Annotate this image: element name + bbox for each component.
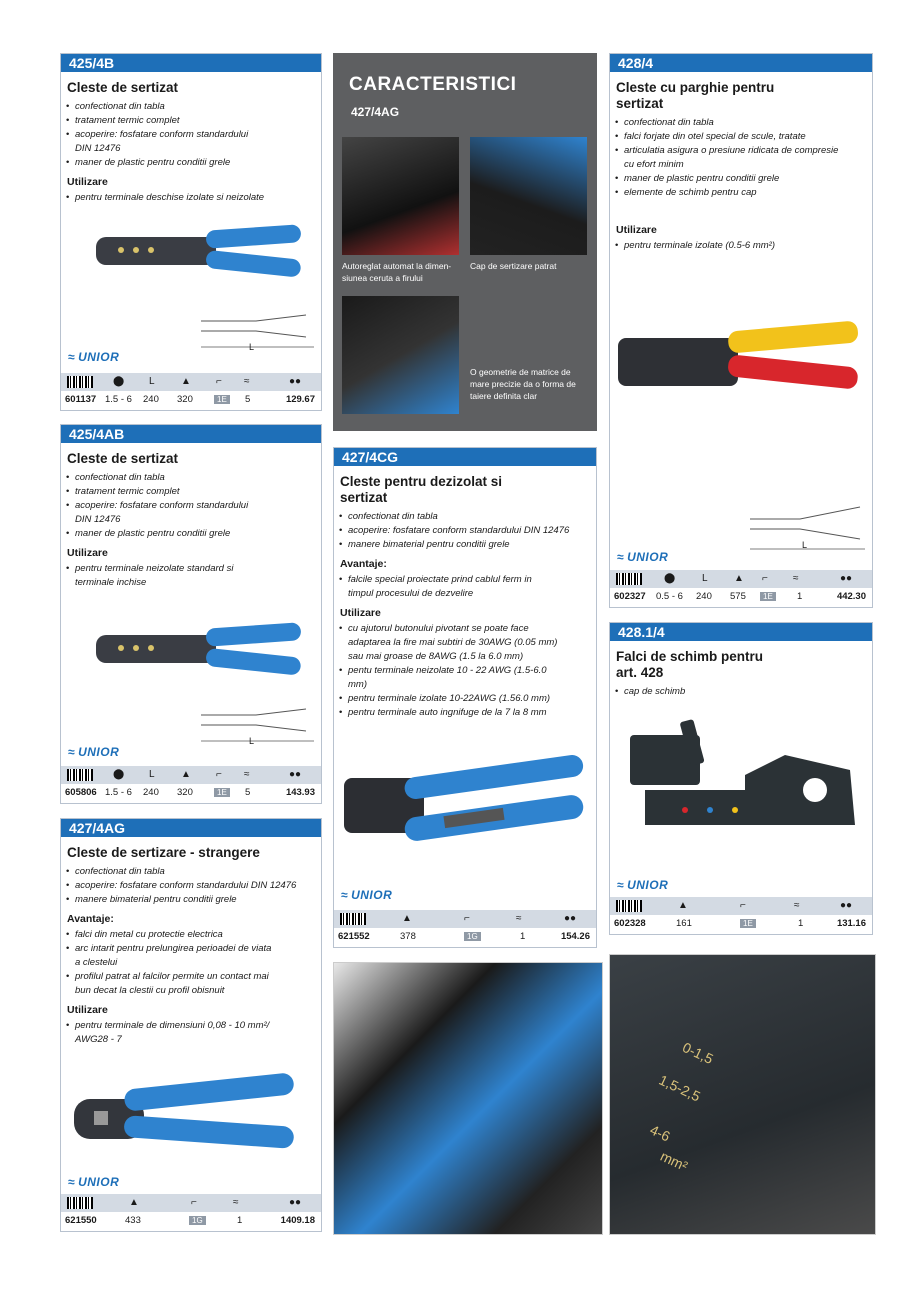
length-value: 240 [143,787,159,798]
usage-heading: Utilizare [67,176,108,188]
qty-value: 1 [797,591,803,602]
product-code-header: 425/4B [61,54,321,72]
diameter-icon: ⬤ [113,769,125,780]
product-code-header: 428/4 [610,54,872,72]
spec-table [61,766,321,803]
article-code: 621550 [65,1215,97,1226]
article-code: 601137 [65,394,97,405]
spec-icons-row [610,570,872,588]
package-icon: ⌐ [191,1197,197,1208]
feature-item: • acoperire: fosfatare conform standardului DIN 12476 [348,524,590,538]
unior-mark-icon: ≈ [341,888,349,902]
feature-item: • maner de plastic pentru conditii grele [75,156,315,170]
spec-values-row [334,928,596,947]
crimper-tool-image [96,620,306,690]
feature-list [61,471,321,541]
dimension-label: L [249,342,255,352]
spec-icons-row [61,766,321,784]
spec-icons-row [610,897,872,915]
weight-value: 320 [177,787,193,798]
unior-mark-icon: ≈ [68,745,76,759]
unior-mark-icon: ≈ [617,878,625,892]
product-title: Cleste pentru dezizolat si sertizat [340,474,503,505]
ratchet-crimper-image [69,1071,299,1166]
feature-item: • acoperire: fosfatare conform standardului DIN 12476 [75,499,250,527]
unior-mark-icon: ≈ [68,1175,76,1189]
barcode-icon [67,1197,93,1209]
brand-logo: ≈ UNIOR [617,550,669,564]
feature-item: • articulatia asigura o presiune ridicata de compresie cu efort minim [624,144,839,172]
product-card-428-4 [609,53,873,608]
brand-logo: ≈ UNIOR [68,350,120,364]
advantage-item: • falci din metal cu protectie electrica [75,928,275,942]
spec-values-row [610,588,872,607]
product-title: Falci de schimb pentru art. 428 [616,649,764,680]
advantage-item: • arc intarit pentru prelungirea perioadei de viata a clestelui [75,942,275,970]
feature-item: • acoperire: fosfatare conform standardului DIN 12476 [75,128,250,156]
product-card-427-4ag [60,818,322,1232]
usage-item: • pentru terminale auto ingnifuge de la 7 la 8 mm [348,706,563,720]
product-card-425-4b [60,53,322,411]
quantity-icon: ≈ [793,573,799,584]
spec-table [610,897,872,934]
dimension-drawing [196,703,316,748]
barcode-icon [67,376,93,388]
length-value: 240 [696,591,712,602]
brand-logo: ≈ UNIOR [617,878,669,892]
barcode-icon [616,900,642,912]
usage-item: • pentu terminale neizolate 10 - 22 AWG (1.5-6.0 mm) [348,664,563,692]
pack-badge: 1E [214,395,230,404]
diameter-icon: ⬤ [113,376,125,387]
product-code-header: 427/4CG [334,448,596,466]
usage-item: • pentru terminale de dimensiuni 0,08 - 10 mm²/ AWG28 - 7 [75,1019,275,1047]
photo-square-head [470,137,587,255]
jaw-label-1-5-2-5: 1,5-2,5 [656,1071,703,1105]
photo-jaws-closeup [609,954,876,1235]
usage-item: • pentru terminale neizolate standard si terminale inchise [75,562,245,590]
price-icon: ●● [289,376,302,387]
spec-table [61,373,321,410]
feature-item: • confectionat din tabla [348,510,590,524]
price-value: 129.67 [285,394,315,405]
usage-item: • cu ajutorul butonului pivotant se poate face adaptarea la fire mai subtiri de 30AWG (0.05 mm) sau mai groase de 8AWG (1.5 la 6.0 mm) [348,622,563,664]
weight-icon: ▲ [678,900,688,911]
jaw-label-0-1-5: 0-1,5 [680,1039,716,1067]
price-value: 131.16 [836,918,866,929]
price-value: 1409.18 [280,1215,315,1226]
dimension-drawing [745,499,870,554]
barcode-icon [340,913,366,925]
quantity-icon: ≈ [516,913,522,924]
price-icon: ●● [289,1197,302,1208]
pack-badge: 1G [189,1216,206,1225]
spec-icons-row [61,373,321,391]
spec-table [334,910,596,947]
weight-icon: ▲ [402,913,412,924]
advantage-item: • falcile special proiectate prind cablul ferm in timpul procesului de dezvelire [348,573,558,601]
product-card-425-4ab [60,424,322,804]
weight-value: 378 [400,931,416,942]
feature-list [61,100,321,170]
article-code: 621552 [338,931,370,942]
qty-value: 1 [798,918,804,929]
caption-die-geometry: O geometrie de matrice de mare precizie da o forma de taiere definita clar [470,367,576,401]
package-icon: ⌐ [762,573,768,584]
feature-list [334,510,596,552]
unior-mark-icon: ≈ [617,550,625,564]
feature-item: • acoperire: fosfatare conform standardului DIN 12476 [75,879,315,893]
feature-item: • confectionat din tabla [75,100,315,114]
price-value: 442.30 [836,591,866,602]
usage-item: • pentru terminale deschise izolate si neizolate [75,191,315,205]
weight-icon: ▲ [181,769,191,780]
price-icon: ●● [564,913,577,924]
feature-item: • confectionat din tabla [624,116,839,130]
usage-heading: Utilizare [67,547,108,559]
package-icon: ⌐ [216,769,222,780]
photo-stripper-in-hand [333,962,603,1235]
feature-item: • maner de plastic pentru conditii grele [624,172,839,186]
weight-icon: ▲ [734,573,744,584]
feature-list [610,685,872,699]
qty-value: 1 [520,931,526,942]
barcode-icon [616,573,642,585]
pack-badge: 1E [760,592,776,601]
spec-values-row [61,1212,321,1231]
package-icon: ⌐ [464,913,470,924]
jaw-label-4-6: 4-6 [647,1121,673,1145]
article-code: 605806 [65,787,97,798]
weight-value: 433 [125,1215,141,1226]
feature-item: • elemente de schimb pentru cap [624,186,839,200]
pack-badge: 1E [214,788,230,797]
advantages-heading: Avantaje: [67,913,114,925]
price-icon: ●● [840,573,853,584]
product-code-header: 427/4AG [61,819,321,837]
spec-table [610,570,872,607]
feature-list [610,116,845,200]
quantity-icon: ≈ [233,1197,239,1208]
features-title: CARACTERISTICI [349,74,517,95]
length-value: 240 [143,394,159,405]
barcode-icon [67,769,93,781]
features-panel [333,53,597,431]
brand-logo: ≈ UNIOR [68,1175,120,1189]
spec-icons-row [334,910,596,928]
crimp-range: 1.5 - 6 [105,787,132,798]
product-title: Cleste de sertizat [67,80,179,95]
product-card-427-4cg [333,447,597,948]
product-code-header: 428.1/4 [610,623,872,641]
feature-item: • tratament termic complet [75,114,315,128]
pack-badge: 1E [740,919,756,928]
jaw-label-mm2: mm² [657,1147,691,1175]
article-code: 602328 [614,918,646,929]
crimper-tool-image [96,222,306,292]
product-title: Cleste cu parghie pentru sertizat [616,80,775,111]
product-title: Cleste de sertizare - strangere [67,845,260,860]
feature-list [61,865,321,907]
feature-item: • confectionat din tabla [75,471,315,485]
brand-logo: ≈ UNIOR [68,745,120,759]
usage-heading: Utilizare [340,607,381,619]
quantity-icon: ≈ [244,769,250,780]
dimension-drawing [196,309,316,354]
feature-item: • maner de plastic pentru conditii grele [75,527,315,541]
unior-mark-icon: ≈ [68,350,76,364]
weight-icon: ▲ [129,1197,139,1208]
spec-table [61,1194,321,1231]
diameter-icon: ⬤ [664,573,676,584]
length-icon: L [149,769,155,780]
feature-item: • falci forjate din otel special de scule, tratate [624,130,839,144]
package-icon: ⌐ [740,900,746,911]
dimension-label: L [249,736,255,746]
advantages-list [334,573,564,601]
price-icon: ●● [289,769,302,780]
qty-value: 1 [237,1215,243,1226]
usage-list [61,1019,281,1047]
usage-list [334,622,569,720]
feature-item: • cap de schimb [624,685,866,699]
product-title: Cleste de sertizat [67,451,179,466]
caption-auto-adjust: Autoreglat automat la dimen-siunea ceruta a firului [342,261,452,283]
usage-list [610,239,872,253]
feature-item: • tratament termic complet [75,485,315,499]
price-icon: ●● [840,900,853,911]
pack-badge: 1G [464,932,481,941]
length-icon: L [149,376,155,387]
weight-value: 161 [676,918,692,929]
article-code: 602327 [614,591,646,602]
brand-logo: ≈ UNIOR [341,888,393,902]
replacement-jaws-image [625,715,860,845]
product-code-header: 425/4AB [61,425,321,443]
usage-list [61,562,321,590]
length-icon: L [702,573,708,584]
weight-icon: ▲ [181,376,191,387]
photo-auto-adjust [342,137,459,255]
package-icon: ⌐ [216,376,222,387]
feature-item: • manere bimaterial pentru conditii grele [75,893,315,907]
usage-item: • pentru terminale izolate 10-22AWG (1.56.0 mm) [348,692,563,706]
usage-heading: Utilizare [67,1004,108,1016]
qty-value: 5 [245,787,251,798]
product-card-428-1-4 [609,622,873,935]
quantity-icon: ≈ [244,376,250,387]
price-value: 154.26 [560,931,590,942]
stripper-tool-image [344,748,589,868]
quantity-icon: ≈ [794,900,800,911]
photo-die-geometry [342,296,459,414]
feature-item: • manere bimaterial pentru conditii grele [348,538,590,552]
usage-item: • pentru terminale izolate (0.5-6 mm²) [624,239,866,253]
lever-crimper-image [618,316,863,406]
crimp-range: 0.5 - 6 [656,591,683,602]
caption-square-head: Cap de sertizare patrat [470,261,557,271]
price-value: 143.93 [285,787,315,798]
spec-values-row [61,391,321,410]
advantages-heading: Avantaje: [340,558,387,570]
spec-values-row [61,784,321,803]
weight-value: 320 [177,394,193,405]
usage-heading: Utilizare [616,224,657,236]
advantage-item: • profilul patrat al falcilor permite un contact mai bun decat la clestii cu profil obisnuit [75,970,275,998]
usage-list [61,191,321,205]
crimp-range: 1.5 - 6 [105,394,132,405]
features-subtitle: 427/4AG [351,105,400,119]
feature-item: • confectionat din tabla [75,865,315,879]
spec-values-row [610,915,872,934]
advantages-list [61,928,281,998]
qty-value: 5 [245,394,251,405]
spec-icons-row [61,1194,321,1212]
dimension-label: L [802,540,808,550]
weight-value: 575 [730,591,746,602]
